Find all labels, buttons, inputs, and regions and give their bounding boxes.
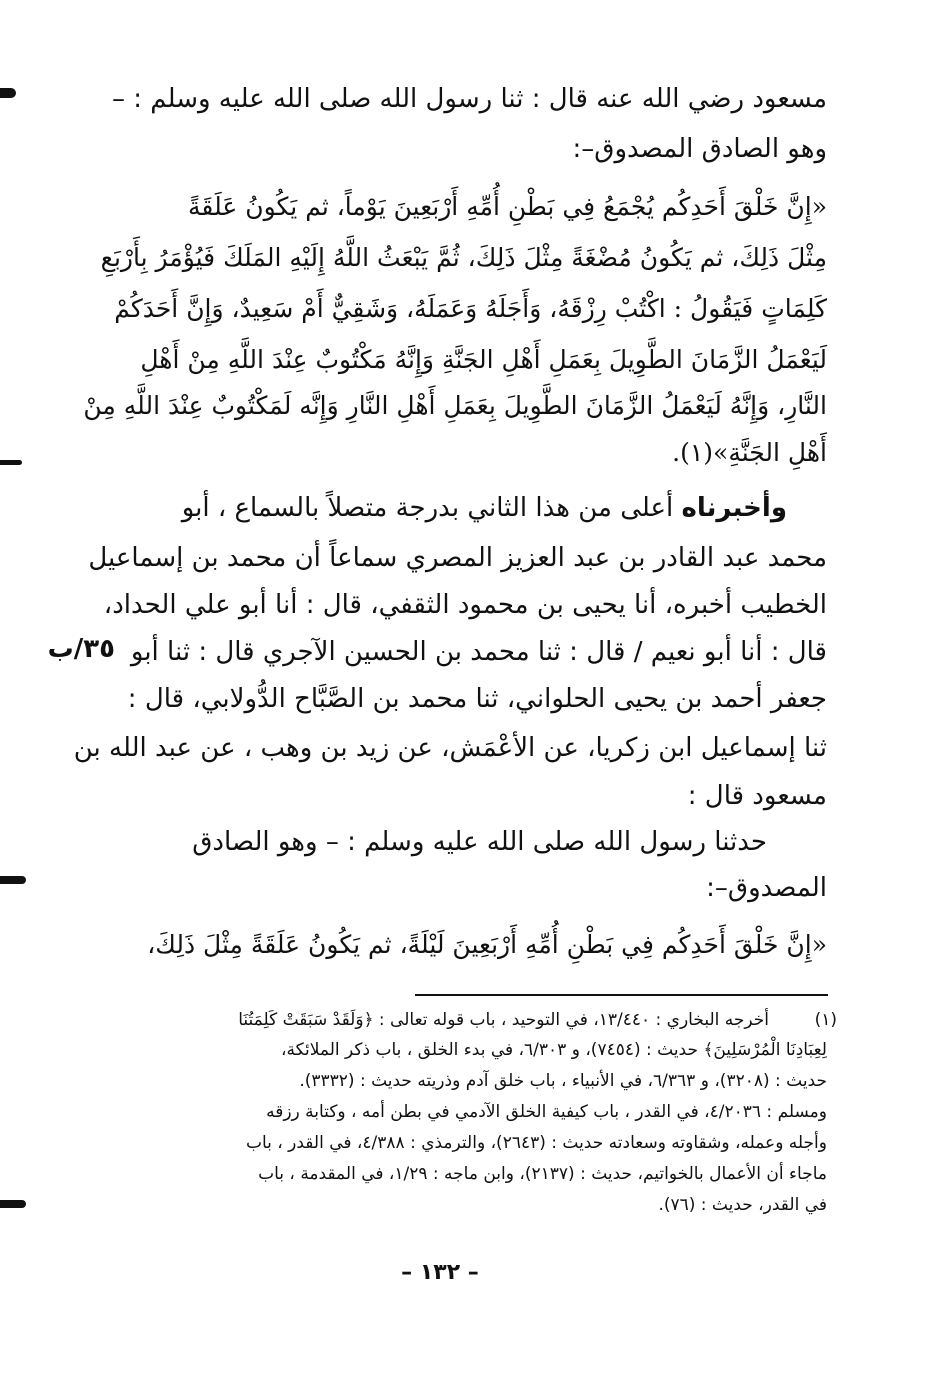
- text-line-rest: أعلى من هذا الثاني بدرجة متصلاً بالسماع ، أبو: [181, 493, 682, 523]
- text-line: جعفر أحمد بن يحيى الحلواني، ثنا محمد بن الصَّبَّاح الدُّولابي، قال :: [127, 684, 827, 714]
- page-number: – ١٣٢ –: [401, 1260, 479, 1285]
- text-line: قال : أنا أبو نعيم / قال : ثنا محمد بن الحسين الآجري قال : ثنا أبو: [130, 637, 827, 667]
- text-line: الخطيب أخبره، أنا يحيى بن محمود الثقفي، قال : أنا أبو علي الحداد،: [103, 590, 827, 620]
- hadith-line: «إِنَّ خَلْقَ أَحَدِكُم فِي بَطْنِ أُمِّهِ أَرْبَعِينَ لَيْلَةً، ثم يَكُونُ عَلَقَةً مِثْلَ ذَلِكَ،: [147, 930, 827, 959]
- footnote-line: في القدر، حديث : (٧٦).: [658, 1195, 827, 1215]
- hadith-line: النَّارِ، وَإِنَّهُ لَيَعْمَلُ الزَّمَانَ الطَّوِيلَ بِعَمَلِ أَهْلِ النَّارِ وَإِنَّه لَمَكْتُوبٌ عِنْدَ اللَّهِ مِنْ: [83, 391, 827, 420]
- text-line: مسعود قال :: [687, 781, 827, 811]
- footnote-line: أخرجه البخاري : ١٣/٤٤٠، في التوحيد ، باب قوله تعالى : ﴿وَلَقَدْ سَبَقَتْ كَلِمَتُنَا: [238, 1010, 769, 1030]
- margin-mark: [0, 1200, 26, 1208]
- text-line: وهو الصادق المصدوق–:: [572, 134, 827, 164]
- paragraph-first-line: [182, 493, 787, 524]
- text-line: ثنا إسماعيل ابن زكريا، عن الأعْمَش، عن زيد بن وهب ، عن عبد الله بن: [73, 733, 827, 763]
- margin-mark: [0, 876, 26, 884]
- footnote-line: وأجله وعمله، وشقاوته وسعادته حديث : (٢٦٤٣)، والترمذي : ٤/٣٨٨، في القدر ، باب: [245, 1133, 827, 1153]
- text-line: محمد عبد القادر بن عبد العزيز المصري سماعاً أن محمد بن إسماعيل: [88, 543, 827, 573]
- footnote-marker: (١): [814, 1010, 837, 1030]
- footnote-line: ماجاء أن الأعمال بالخواتيم، حديث : (٢١٣٧)، وابن ماجه : ١/٢٩، في المقدمة ، باب: [258, 1164, 827, 1184]
- footnote-line: حديث : (٣٢٠٨)، و ٦/٣٦٣، في الأنبياء ، باب خلق آدم وذريته حديث : (٣٣٣٢).: [299, 1071, 827, 1091]
- margin-mark: [0, 88, 16, 98]
- text-line: مسعود رضي الله عنه قال : ثنا رسول الله صلى الله عليه وسلم : –: [112, 84, 827, 114]
- hadith-line: مِثْلَ ذَلِكَ، ثم يَكُونُ مُضْغَةً مِثْلَ ذَلِكَ، ثُمَّ يَبْعَثُ اللَّهُ إِلَيْهِ المَلَكَ فَيُؤْمَرُ بِأَرْبَعِ: [100, 243, 827, 272]
- footnote-line: لِعِبَادِنَا الْمُرْسَلِينَ﴾ حديث : (٧٤٥٤)، و ٦/٣٠٣، في بدء الخلق ، باب ذكر الملائكة،: [281, 1040, 827, 1060]
- text-line: المصدوق–:: [706, 873, 827, 903]
- hadith-line: «إِنَّ خَلْقَ أَحَدِكُم يُجْمَعُ فِي بَطْنِ أُمِّهِ أَرْبَعِينَ يَوْماً، ثم يَكُونُ عَلَقَةً: [188, 192, 827, 221]
- footnote-line: ومسلم : ٤/٢٠٣٦، في القدر ، باب كيفية الخلق الآدمي في بطن أمه ، وكتابة رزقه: [266, 1102, 827, 1122]
- footnote-divider: [415, 994, 828, 996]
- hadith-line: كَلِمَاتٍ فَيَقُولُ : اكْتُبْ رِزْقَهُ، وَأَجَلَهُ وَعَمَلَهُ، وَشَقِيٌّ أَمْ سَعِيدٌ، وَإِنَّ أَحَدَكُمْ: [114, 294, 827, 323]
- hadith-line: لَيَعْمَلُ الزَّمَانَ الطَّوِيلَ بِعَمَلِ أَهْلِ الجَنَّةِ وَإِنَّهُ مَكْتُوبٌ عِنْدَ اللَّهِ مِنْ أَهْلِ: [140, 345, 827, 374]
- hadith-line: أَهْلِ الجَنَّةِ»(١).: [672, 438, 827, 467]
- paragraph-lead-word: وأخبرناه: [681, 493, 787, 523]
- margin-mark: [0, 460, 22, 465]
- text-line: حدثنا رسول الله صلى الله عليه وسلم : – وهو الصادق: [192, 827, 767, 857]
- margin-folio-reference: ٣٥/ب: [47, 634, 115, 664]
